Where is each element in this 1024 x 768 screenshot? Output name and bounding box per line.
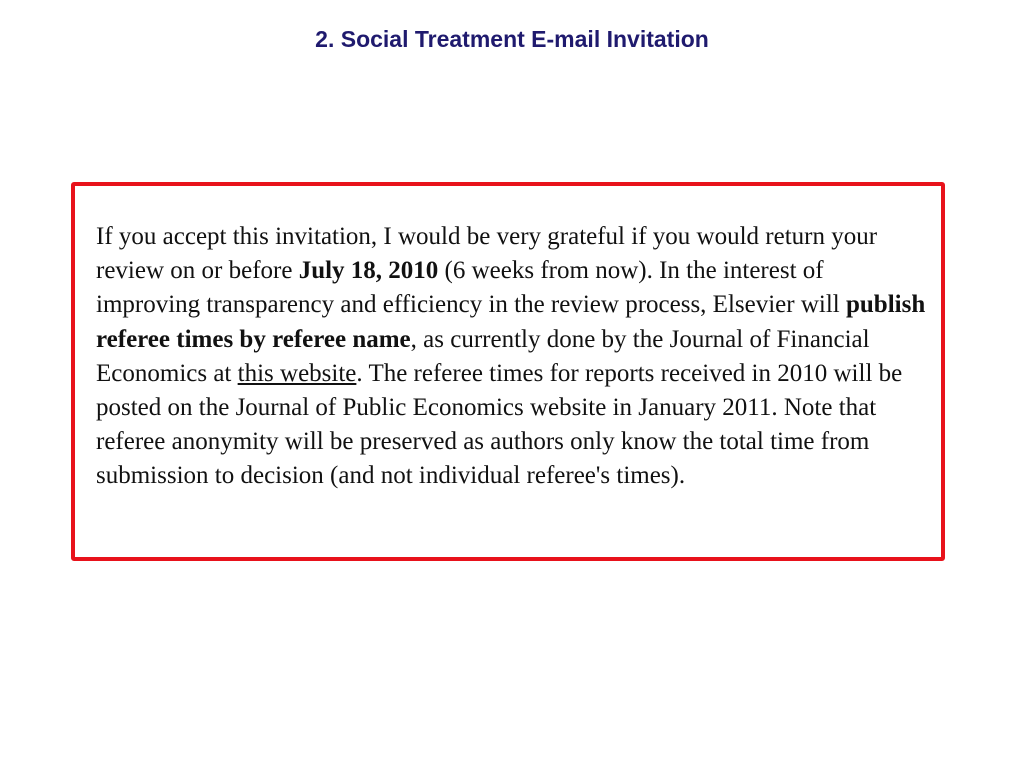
text-part-3: , as currently done by the Journal of Financial Economics at (96, 325, 870, 387)
text-part-2: (6 weeks from now). In the interest of improving transparency and efficiency in the review process, Elsevier will (96, 257, 846, 319)
invitation-paragraph (96, 220, 932, 494)
text-part-4: . The referee times for reports received in 2010 will be posted on the Journal of Public Economics website in January 2011. Note that referee anonymity will be preserved as authors only know the total time from submission to decision (and not individual referee's times). (96, 359, 903, 490)
website-link[interactable]: this website (237, 359, 357, 387)
policy-statement: publish referee times by referee name (96, 291, 926, 353)
slide-title: 2. Social Treatment E-mail Invitation (315, 26, 709, 52)
highlight-box (71, 182, 945, 561)
text-part-1: If you accept this invitation, I would be very grateful if you would return your review on or before (96, 223, 878, 285)
deadline-date: July 18, 2010 (298, 257, 439, 285)
